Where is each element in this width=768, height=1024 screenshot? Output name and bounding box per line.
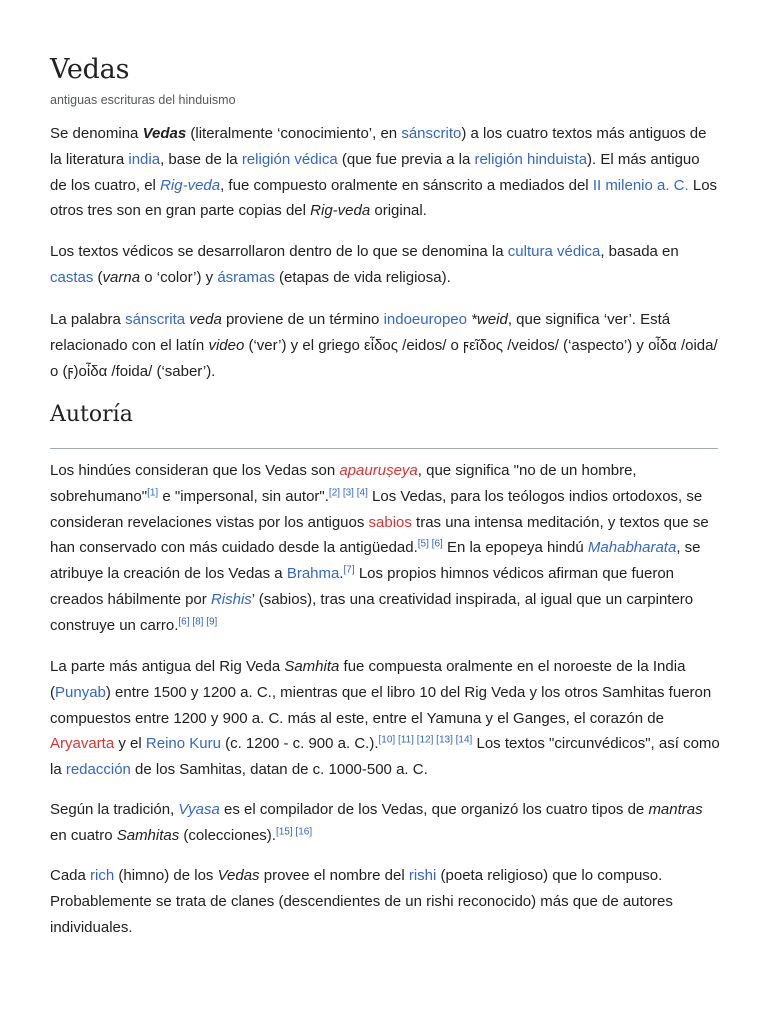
text-run: ) a los cuatro textos más antiguos de la literatura: [50, 125, 707, 168]
text-run: , se atribuye la creación de los Vedas a: [50, 539, 701, 583]
term-rig-veda: Rig-veda: [310, 202, 371, 220]
text-run: (colecciones).: [179, 826, 276, 844]
link-mahabharata[interactable]: Mahabharata: [587, 539, 677, 557]
citation-link[interactable]: [14]: [455, 734, 473, 746]
text-run: Los Vedas, para los teólogos indios ortodoxos, se consideran revelaciones vistas por los antiguos: [50, 487, 703, 531]
text-run: Los textos "circunvédicos", así como la: [50, 735, 720, 779]
text-run: (c. 1200 - c. 900 a. C.).: [220, 735, 379, 753]
citation-link[interactable]: [6]: [178, 616, 190, 628]
term-vedas: Vedas: [217, 867, 260, 884]
link-castas[interactable]: castas: [50, 268, 94, 286]
text-run: La parte más antigua del Rig Veda: [50, 658, 285, 675]
term-varna: varna: [102, 268, 141, 286]
citation-link[interactable]: [2]: [328, 487, 341, 499]
autoria-paragraph-3: [50, 797, 720, 849]
text-run: .: [339, 565, 344, 583]
section-heading-autoria: Autoría: [50, 402, 133, 427]
term-samhitas: Samhitas: [116, 826, 180, 844]
link-apauruseya[interactable]: apauruṣeya: [339, 462, 418, 479]
text-run: Cada: [50, 867, 91, 884]
text-run: (: [93, 268, 103, 286]
link-rishis[interactable]: Rishis: [210, 590, 252, 608]
link-sabios[interactable]: sabios: [368, 513, 412, 531]
link-brahma[interactable]: Brahma: [286, 565, 340, 583]
link-religion-vedica[interactable]: religión védica: [241, 150, 338, 168]
link-rishi[interactable]: rishi: [408, 867, 437, 884]
text-run: provee el nombre del: [259, 867, 409, 884]
intro-paragraph-3: [50, 307, 720, 384]
autoria-paragraph-4: [50, 863, 720, 940]
citation-link[interactable]: [3]: [342, 487, 354, 499]
text-run: ). El más antiguo de los cuatro, el: [50, 150, 700, 194]
text-run: en cuatro: [50, 826, 117, 844]
citation-link[interactable]: [10]: [378, 734, 396, 746]
link-aryavarta[interactable]: Aryavarta: [50, 735, 115, 753]
text-run: Los otros tres son en gran parte copias del: [50, 176, 718, 220]
page-subtitle: antiguas escrituras del hinduismo: [50, 93, 236, 107]
text-run: tras una intensa meditación, y textos que se han conservado con más cuidado desde la antigüedad.: [50, 513, 709, 557]
text-run: es el compilador de los Vedas, que organizó los cuatro tipos de: [219, 801, 649, 818]
link-ii-milenio[interactable]: II milenio a. C.: [592, 176, 689, 194]
link-indoeuropeo[interactable]: indoeuropeo: [383, 311, 467, 328]
link-rich[interactable]: rich: [90, 867, 115, 884]
text-run: , base de la: [160, 150, 242, 168]
citation-link[interactable]: [8]: [192, 616, 204, 628]
text-run: ’ (sabios), tras una creatividad inspirada, al igual que un carpintero construye un carro.: [50, 590, 694, 634]
link-asramas[interactable]: ásramas: [217, 268, 275, 286]
citation-link[interactable]: [16]: [295, 826, 313, 838]
term-weid: *weid: [471, 311, 508, 328]
text-run: o ‘color’) y: [140, 268, 218, 286]
text-run: ) entre 1500 y 1200 a. C., mientras que el libro 10 del Rig Veda y los otros Samhitas fueron compuestos entre 1200 y 900 a. C. más al este, entre el Yamuna y el Ganges, el corazón de: [50, 683, 712, 727]
autoria-paragraph-2: [50, 654, 720, 783]
text-run: , que significa "no de un hombre, sobrehumano": [50, 462, 637, 505]
text-run: (etapas de vida religiosa).: [274, 268, 451, 286]
intro-paragraph-2: [50, 239, 720, 291]
page-title: Vedas: [50, 54, 130, 85]
autoria-paragraph-1: [50, 458, 720, 639]
citation-link[interactable]: [5]: [417, 538, 429, 550]
text-run: (que fue previa a la: [337, 150, 475, 168]
link-cultura-vedica[interactable]: cultura védica: [507, 243, 601, 260]
citation-link[interactable]: [13]: [436, 734, 453, 746]
text-run: fue compuesta oralmente en el noroeste de la India (: [50, 658, 686, 701]
text-run: , basada en: [600, 243, 679, 260]
term-vedas: Vedas: [142, 125, 187, 142]
link-redaccion[interactable]: redacción: [65, 761, 131, 779]
text-run: (‘ver’) y el griego εἶδος /eidos/ o ϝεῖδος /veidos/ (‘aspecto’) y οἶδα /oida/ o (ϝ)οἶδα /foida/ (‘saber’).: [50, 336, 718, 380]
citation-link[interactable]: [15]: [275, 826, 293, 838]
link-sanscrita[interactable]: sánscrita: [125, 311, 186, 328]
text-run: , fue compuesto oralmente en sánscrito a mediados del: [220, 176, 593, 194]
intro-paragraph-1: [50, 121, 720, 224]
link-india[interactable]: india: [128, 150, 161, 168]
citation-link[interactable]: [1]: [147, 487, 159, 499]
term-samhita: Samhita: [284, 658, 340, 675]
term-mantras: mantras: [648, 801, 703, 818]
link-vyasa[interactable]: Vyasa: [178, 801, 220, 818]
citation-link[interactable]: [6]: [431, 538, 443, 550]
text-run: En la epopeya hindú: [442, 539, 588, 557]
text-run: (literalmente ‘conocimiento’, en: [186, 125, 402, 142]
text-run: Los hindúes consideran que los Vedas son: [50, 462, 340, 479]
link-sanscrito[interactable]: sánscrito: [401, 125, 462, 142]
section-divider: [50, 448, 718, 449]
citation-link[interactable]: [4]: [356, 487, 368, 499]
text-run: de los Samhitas, datan de c. 1000-500 a. C.: [130, 761, 428, 779]
term-video: video: [208, 336, 245, 354]
citation-link[interactable]: [9]: [206, 616, 218, 628]
text-run: proviene de un término: [221, 311, 384, 328]
text-run: Los textos védicos se desarrollaron dentro de lo que se denomina la: [50, 243, 508, 260]
text-run: original.: [370, 202, 427, 220]
text-run: e "impersonal, sin autor".: [158, 487, 329, 505]
citation-link[interactable]: [11]: [397, 734, 414, 746]
text-run: (poeta religioso) que lo compuso. Probablemente se trata de clanes (descendientes de un rishi reconocido) más que de autores individuales.: [50, 867, 673, 936]
text-run: La palabra: [50, 311, 126, 328]
text-run: Los propios himnos védicos afirman que fueron creados hábilmente por: [50, 565, 674, 608]
text-run: y el: [114, 735, 146, 753]
text-run: (himno) de los: [114, 867, 218, 884]
term-veda: veda: [189, 311, 222, 328]
link-rig-veda[interactable]: Rig-veda: [160, 176, 221, 194]
link-religion-hinduista[interactable]: religión hinduista: [474, 150, 588, 168]
link-punyab[interactable]: Punyab: [55, 683, 106, 701]
text-run: , que significa ‘ver’. Está relacionado con el latín: [50, 311, 671, 354]
link-reino-kuru[interactable]: Reino Kuru: [145, 735, 221, 753]
text-run: Según la tradición,: [50, 801, 179, 818]
citation-link[interactable]: [12]: [416, 734, 434, 746]
citation-link[interactable]: [7]: [343, 564, 355, 576]
text-run: Se denomina: [50, 125, 143, 142]
